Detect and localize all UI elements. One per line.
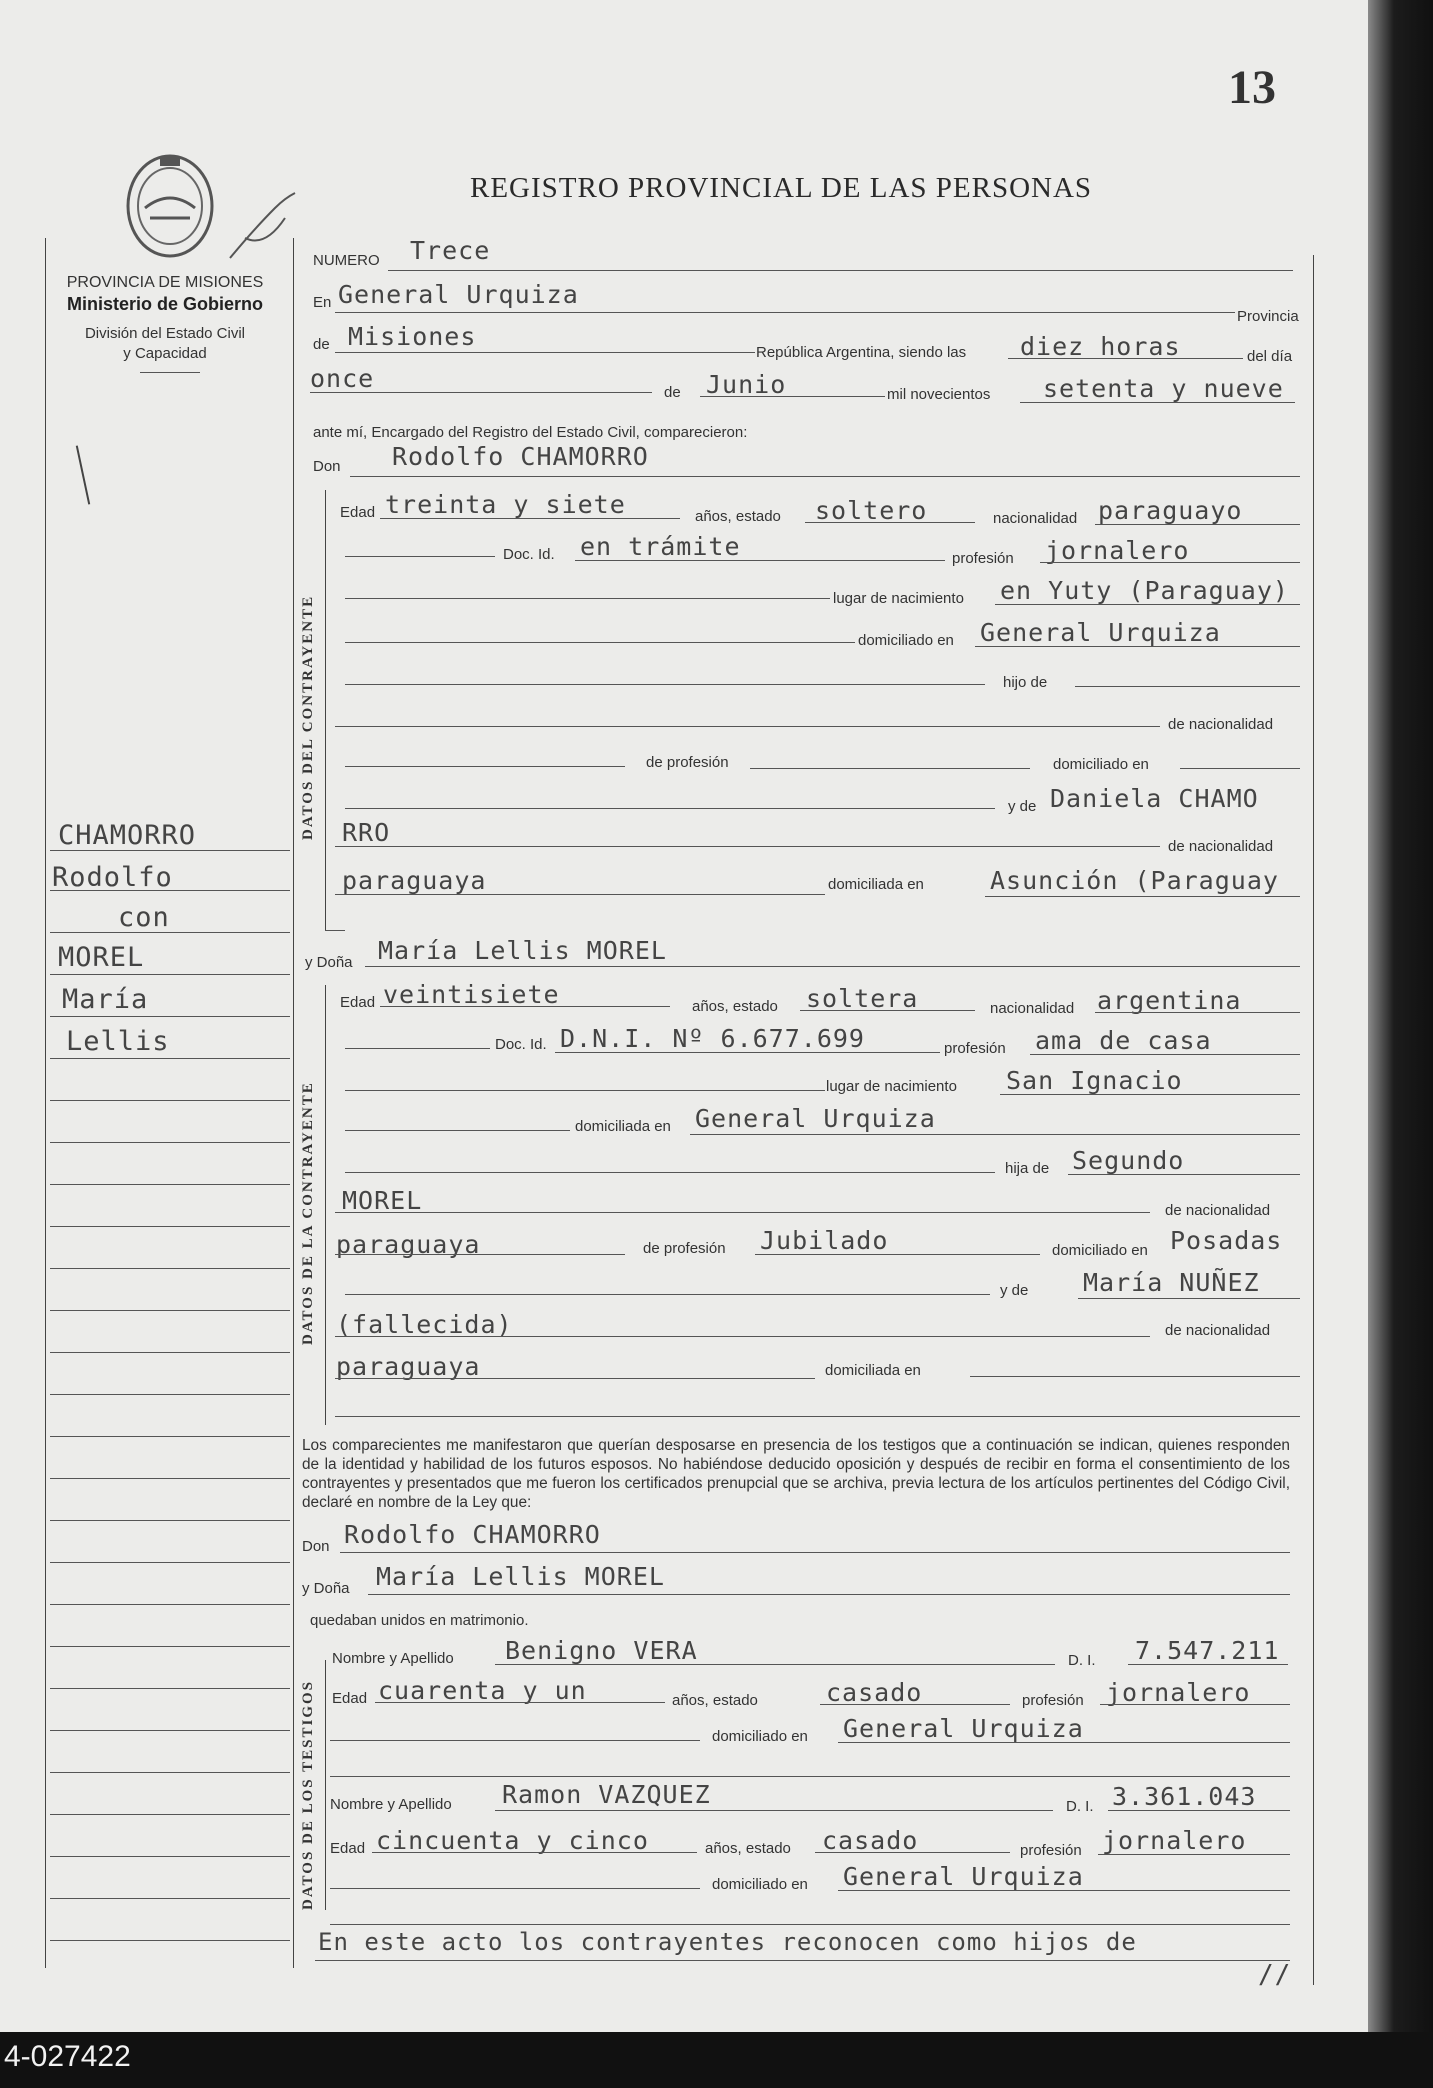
label-bride-doc: Doc. Id. [495,1036,547,1053]
bride-doc: D.N.I. Nº 6.677.699 [560,1024,865,1053]
groom-address: General Urquiza [980,618,1221,647]
label-groom-anios: años, estado [695,508,781,525]
bride-profession: ama de casa [1035,1026,1212,1055]
section-label-bride: DATOS DE LA CONTRAYENTE [300,1081,316,1345]
margin-note-name: Rodolfo [52,862,173,893]
declaration-text: Los comparecientes me manifestaron que querían desposarse en presencia de los testigos que a continuación se indican, quienes responden de la identidad y habilidad de los futuros esposos. No habiéndose deducido oposición y después de recibir en forma el consentimiento de los contrayentes y presentados que me fueron los certificados prenupcial que se archiva, previa lectura de los artículos pertinentes del Código Civil, declaré en nombre de la Ley que: [302,1437,1290,1511]
label-union-dona: y Doña [302,1580,350,1597]
bride-nationality: argentina [1097,986,1242,1015]
groom-mother-cont: RRO [342,818,391,847]
label-groom-yde: y de [1008,798,1037,815]
label-groom-mother-dom: domiciliada en [828,876,924,893]
label-de-2: de [664,384,681,401]
label-w1-edad: Edad [332,1690,368,1707]
month-value: Junio [706,370,787,399]
place-value: General Urquiza [338,280,579,309]
label-y-dona: y Doña [305,954,353,971]
closing-text: En este acto los contrayentes reconocen como hijos de [318,1928,1137,1956]
continuation-mark: // [1258,1960,1292,1990]
label-groom-lugar: lugar de nacimiento [833,590,964,607]
header-province: PROVINCIA DE MISIONES [66,274,264,291]
label-groom-father-nac: de nacionalidad [1168,716,1274,733]
label-groom-edad: Edad [340,504,376,521]
label-de: de [313,336,330,353]
bride-father: Segundo [1072,1146,1185,1175]
label-groom-doc: Doc. Id. [503,546,555,563]
label-republica: República Argentina, siendo las [756,344,967,361]
label-mil: mil novecientos [887,386,991,403]
label-bride-father-nac: de nacionalidad [1165,1202,1271,1219]
label-groom-mother-nac: de nacionalidad [1168,838,1274,855]
bride-father-cont: MOREL [342,1186,423,1215]
binding-edge [1368,0,1433,2032]
label-groom-dom: domiciliado en [858,632,954,649]
witness1-name: Benigno VERA [505,1636,698,1665]
label-bride-nac: nacionalidad [990,1000,1075,1017]
groom-mother: Daniela CHAMO [1050,784,1259,813]
header-ministry: Ministerio de Gobierno [66,294,263,314]
groom-status: soltero [815,496,928,525]
witness2-age: cincuenta y cinco [376,1826,649,1855]
label-groom-father-prof: de profesión [646,754,729,771]
bride-father-nationality: paraguaya [336,1230,481,1259]
bride-name: María Lellis MOREL [378,936,667,965]
section-label-witnesses: DATOS DE LOS TESTIGOS [300,1680,316,1910]
year-value: setenta y nueve [1043,374,1284,403]
label-w2-dom: domiciliado en [712,1876,808,1893]
label-en: En [313,294,332,311]
groom-birthplace: en Yuty (Paraguay) [1000,576,1289,605]
witness1-profession: jornalero [1106,1678,1251,1707]
witness1-address: General Urquiza [843,1714,1084,1743]
header-division-2: y Capacidad [123,345,207,362]
label-union-don: Don [302,1538,330,1555]
margin-note-surname-2: MOREL [58,942,145,973]
bride-age: veintisiete [383,980,560,1009]
label-del-dia: del día [1247,348,1293,365]
groom-profession: jornalero [1045,536,1190,565]
witness2-profession: jornalero [1102,1826,1247,1855]
margin-note-surname: CHAMORRO [58,820,197,851]
section-label-groom: DATOS DEL CONTRAYENTE [300,594,316,840]
day-value: once [310,364,375,393]
label-w2-di: D. I. [1066,1798,1094,1815]
witness2-name: Ramon VAZQUEZ [502,1780,711,1809]
witness2-address: General Urquiza [843,1862,1084,1891]
groom-doc: en trámite [580,532,741,561]
bride-father-profession: Jubilado [760,1226,889,1255]
bride-mother-nationality: paraguaya [336,1352,481,1381]
label-groom-father-dom: domiciliado en [1053,756,1149,773]
margin-note-name-2: María [62,984,149,1015]
form-title: REGISTRO PROVINCIAL DE LAS PERSONAS [470,172,1093,204]
margin-note-con: con [118,902,170,933]
label-w2-edad: Edad [330,1840,366,1857]
witness1-status: casado [826,1678,923,1707]
header-division: División del Estado Civil [84,325,246,342]
bride-birthplace: San Ignacio [1006,1066,1183,1095]
label-w1-di: D. I. [1068,1652,1096,1669]
label-w2-nombre: Nombre y Apellido [330,1796,452,1813]
groom-mother-nationality: paraguaya [342,866,487,895]
margin-note-name-3: Lellis [66,1026,170,1057]
groom-age: treinta y siete [385,490,626,519]
label-bride-mother-dom: domiciliada en [825,1362,921,1379]
bride-address: General Urquiza [695,1104,936,1133]
numero-value: Trece [410,236,491,265]
label-bride-prof: profesión [944,1040,1006,1057]
label-bride-dom: domiciliada en [575,1118,671,1135]
groom-mother-address: Asunción (Paraguay [990,866,1279,895]
label-bride-anios: años, estado [692,998,778,1015]
label-numero: NUMERO [313,252,380,269]
label-w1-prof: profesión [1022,1692,1084,1709]
page-number: 13 [1228,61,1276,114]
label-bride-father-prof: de profesión [643,1240,726,1257]
label-groom-hijo: hijo de [1003,674,1048,691]
label-bride-mother-nac: de nacionalidad [1165,1322,1271,1339]
witness1-age: cuarenta y un [378,1676,587,1705]
label-bride-lugar: lugar de nacimiento [826,1078,957,1095]
bride-father-address: Posadas [1170,1226,1283,1255]
groom-nationality: paraguayo [1098,496,1243,525]
bride-mother-note: (fallecida) [336,1310,513,1339]
label-w2-anios: años, estado [705,1840,791,1857]
label-don: Don [313,458,341,475]
margin-tick [76,445,90,504]
bride-mother: María NUÑEZ [1083,1268,1260,1297]
label-quedaban: quedaban unidos en matrimonio. [310,1612,529,1629]
label-bride-hija: hija de [1005,1160,1050,1177]
witness2-di: 3.361.043 [1112,1782,1257,1811]
provincial-seal-icon [120,148,220,263]
bride-status: soltera [806,984,919,1013]
witness2-status: casado [822,1826,919,1855]
label-bride-yde: y de [1000,1282,1029,1299]
label-bride-edad: Edad [340,994,376,1011]
archive-bar [0,2032,1433,2088]
label-w1-anios: años, estado [672,1692,758,1709]
label-w2-prof: profesión [1020,1842,1082,1859]
label-provincia: Provincia [1237,308,1299,325]
union-groom: Rodolfo CHAMORRO [344,1520,601,1549]
union-bride: María Lellis MOREL [376,1562,665,1591]
witness1-di: 7.547.211 [1135,1636,1280,1665]
label-w1-nombre: Nombre y Apellido [332,1650,454,1667]
label-groom-prof: profesión [952,550,1014,567]
label-groom-nac: nacionalidad [993,510,1078,527]
label-ante-mi: ante mí, Encargado del Registro del Estado Civil, comparecieron: [313,424,748,441]
province-value: Misiones [348,322,477,351]
groom-name: Rodolfo CHAMORRO [392,442,649,471]
label-bride-father-dom: domiciliado en [1052,1242,1148,1259]
label-w1-dom: domiciliado en [712,1728,808,1745]
hour-value: diez horas [1020,332,1181,361]
archive-id: 4-027422 [4,2040,131,2073]
